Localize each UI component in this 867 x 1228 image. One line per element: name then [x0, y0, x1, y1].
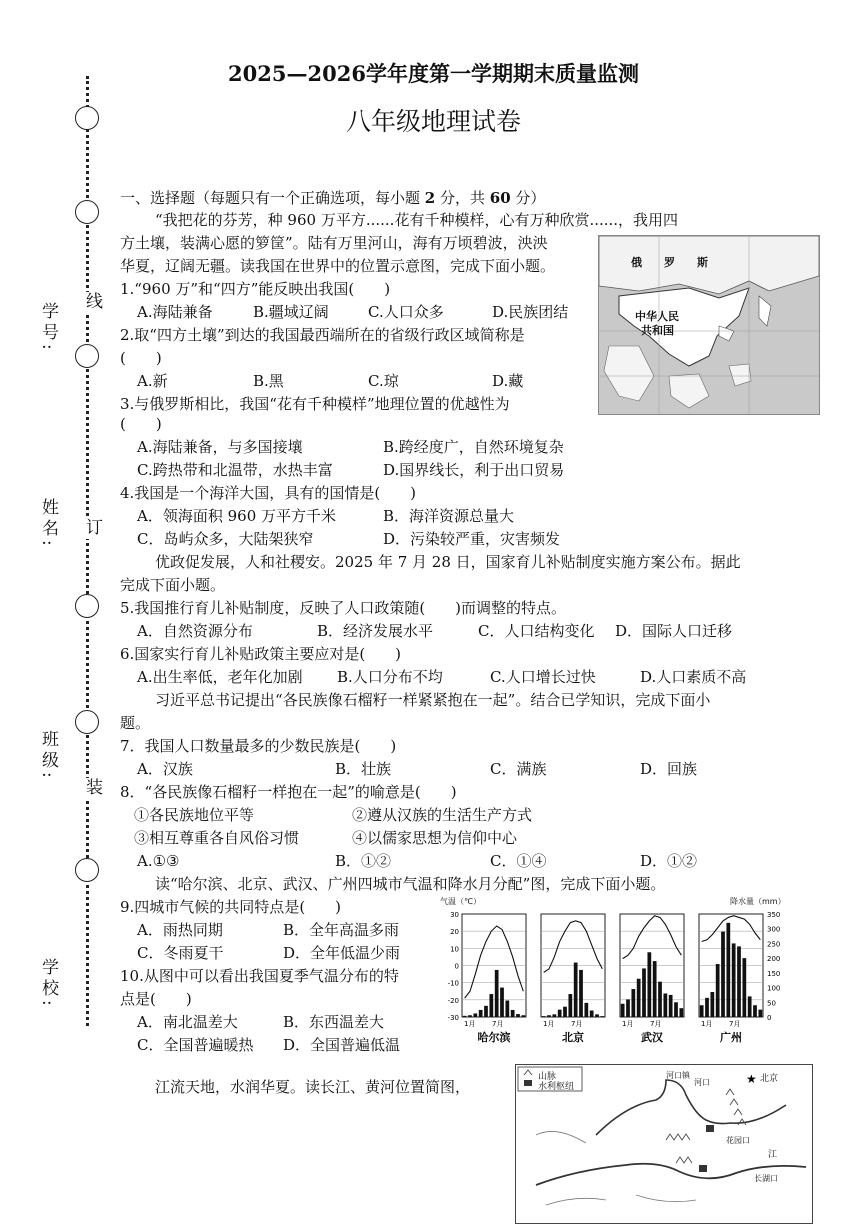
option-c: C．人口结构变化 — [478, 622, 595, 640]
option-a: A．自然资源分布 — [137, 622, 253, 640]
binding-hole — [75, 710, 99, 734]
binding-mark-ding: 订 — [80, 518, 105, 539]
precip-bar — [637, 979, 641, 1017]
option-c: C.人口增长过快 — [490, 668, 596, 686]
question-stem: 8．“各民族像石榴籽一样抱在一起”的喻意是( ) — [120, 783, 457, 801]
question-stem: 点是( ) — [120, 990, 192, 1008]
precip-bar — [489, 994, 493, 1017]
binding-mark-zhuang: 装 — [80, 778, 105, 799]
precip-bar — [674, 1002, 678, 1017]
precip-tick-label: 50 — [767, 999, 776, 1008]
binding-mark-line: 线 — [80, 292, 105, 313]
city-label: 武汉 — [641, 1031, 663, 1044]
option-b: B．经济发展水平 — [317, 622, 434, 640]
svg-text:★: ★ — [746, 1072, 757, 1086]
precip-bar — [653, 961, 657, 1017]
option-a: A．南北温差大 — [137, 1013, 238, 1031]
map-label-china: 中华人民 — [635, 310, 679, 323]
precip-bar — [495, 970, 499, 1017]
option-a: A.出生率低，老年化加剧 — [137, 668, 303, 686]
precip-bar — [563, 1007, 567, 1017]
option-d: D．回族 — [640, 760, 698, 778]
precip-bar — [742, 958, 746, 1017]
precip-bar — [753, 1005, 757, 1017]
month-tick-label: 1月 — [701, 1020, 713, 1028]
precip-bar — [710, 992, 714, 1017]
precip-bar — [737, 946, 741, 1017]
precip-bar — [516, 1014, 520, 1017]
month-tick-label: 1月 — [543, 1020, 555, 1028]
label-hukou: 长湖口 — [754, 1174, 778, 1183]
map-label-china: 共和国 — [641, 324, 674, 337]
option-c: C．全国普遍暖热 — [137, 1036, 254, 1054]
precip-bar — [642, 968, 646, 1017]
passage-text: “我把花的芬芳，种 960 万平方......花有千种模样，心有万种欣赏......，我用四 — [155, 211, 679, 229]
option-c: C.琼 — [368, 372, 399, 390]
precip-bar — [631, 989, 635, 1017]
precip-bar — [505, 1001, 509, 1017]
temp-tick-label: 10 — [450, 945, 459, 954]
question-stem: 4.我国是一个海洋大国，具有的国情是( ) — [120, 484, 417, 502]
precip-bar — [716, 964, 720, 1017]
precip-bar — [600, 1016, 604, 1017]
precip-bar — [473, 1013, 477, 1017]
question-stem: 6.国家实行育儿补贴政策主要应对是( ) — [120, 645, 402, 663]
city-label: 广州 — [720, 1031, 742, 1044]
option-b: B．全年高温多雨 — [283, 921, 400, 939]
option-d: D．全年低温少雨 — [283, 944, 401, 962]
precip-bar — [726, 923, 730, 1017]
month-tick-label: 7月 — [492, 1020, 504, 1028]
question-stem: 10.从图中可以看出我国夏季气温分布的特 — [120, 967, 399, 985]
month-tick-label: 1月 — [622, 1020, 634, 1028]
answer-paren: ( ) — [120, 415, 162, 433]
precip-bar — [732, 943, 736, 1017]
option-b: B.疆域辽阔 — [253, 303, 329, 321]
legend-dam: 水利枢纽 — [538, 1082, 575, 1092]
precip-bar — [584, 1003, 588, 1017]
option-a: A.海陆兼备，与多国接壤 — [137, 438, 303, 456]
month-tick-label: 7月 — [650, 1020, 662, 1028]
answer-paren: ( ) — [120, 349, 162, 367]
option-a: A．雨热同期 — [137, 921, 223, 939]
precip-bar — [658, 982, 662, 1017]
precip-tick-label: 200 — [767, 955, 781, 964]
precip-bar — [552, 1014, 556, 1017]
month-tick-label: 1月 — [464, 1020, 476, 1028]
precip-bar — [568, 994, 572, 1017]
option-b: B．壮族 — [335, 760, 392, 778]
precip-bar — [574, 963, 578, 1017]
label-hekou: 河口 — [694, 1078, 710, 1087]
legend-mountain: 山脉 — [538, 1072, 557, 1082]
statement-3: ③相互尊重各自风俗习惯 — [134, 829, 300, 847]
precip-bar — [700, 1005, 704, 1017]
month-tick-label: 7月 — [729, 1020, 741, 1028]
question-stem: 1.“960 万”和“四方”能反映出我国( ) — [120, 280, 391, 298]
label-beijing: 北京 — [760, 1074, 779, 1084]
precip-bar — [479, 1010, 483, 1017]
passage-text: 江流天地，水润华夏。读长江、黄河位置简图， — [155, 1078, 471, 1096]
option-a: A．汉族 — [137, 760, 193, 778]
option-c: C.跨热带和北温带，水热丰富 — [137, 461, 333, 479]
precip-bar — [748, 996, 752, 1017]
precip-bar — [758, 1010, 762, 1017]
option-d: D.人口素质不高 — [640, 668, 747, 686]
option-d: D.藏 — [492, 372, 524, 390]
passage-text: 读“哈尔滨、北京、武汉、广州四城市气温和降水月分配”图，完成下面小题。 — [155, 875, 666, 893]
option-a: A.新 — [137, 372, 168, 390]
question-stem: 5.我国推行育儿补贴制度，反映了人口政策随( )而调整的特点。 — [120, 599, 567, 617]
option-a: A．领海面积 960 万平方千米 — [137, 507, 337, 525]
china-position-map — [598, 235, 820, 415]
option-a: A.海陆兼备 — [137, 303, 213, 321]
precip-tick-label: 250 — [767, 940, 781, 949]
temp-tick-label: 20 — [450, 928, 459, 937]
binding-hole — [75, 106, 99, 130]
passage-text: 习近平总书记提出“各民族像石榴籽一样紧紧抱在一起”。结合已学知识，完成下面小 — [155, 691, 711, 709]
temp-tick-label: -20 — [447, 996, 459, 1005]
option-d: D.国界线长，利于出口贸易 — [383, 461, 565, 479]
passage-text: 华夏，辽阔无疆。读我国在世界中的位置示意图，完成下面小题。 — [120, 257, 556, 275]
passage-text: 优政促发展，人和社稷安。2025 年 7 月 28 日，国家育儿补贴制度实施方案公布。据此 — [155, 553, 741, 571]
option-d: D．污染较严重，灾害频发 — [383, 530, 561, 548]
option-b: B．①② — [335, 852, 392, 870]
binding-hole — [75, 594, 99, 618]
precip-bar — [621, 1004, 625, 1017]
precip-bar — [547, 1015, 551, 1017]
question-stem: 7．我国人口数量最多的少数民族是( ) — [120, 737, 397, 755]
student-id-label: 学号: — [38, 302, 58, 354]
temp-tick-label: -30 — [447, 1014, 459, 1022]
option-b: B．东西温差大 — [283, 1013, 385, 1031]
option-d: D．①② — [640, 852, 698, 870]
city-label: 哈尔滨 — [477, 1031, 511, 1044]
statement-1: ①各民族地位平等 — [134, 806, 255, 824]
binding-hole — [75, 344, 99, 368]
option-b: B.人口分布不均 — [337, 668, 443, 686]
precip-bar — [521, 1015, 525, 1017]
school-label: 学校: — [38, 958, 58, 1010]
option-c: C．满族 — [490, 760, 547, 778]
option-c: C．冬雨夏干 — [137, 944, 224, 962]
option-d: D.民族团结 — [492, 303, 569, 321]
name-label: 姓名: — [38, 498, 58, 550]
precip-bar — [468, 1015, 472, 1017]
passage-text: 题。 — [120, 714, 151, 732]
precip-axis-label: 降水量（mm） — [730, 897, 786, 906]
precip-bar — [579, 970, 583, 1017]
month-tick-label: 7月 — [571, 1020, 583, 1028]
temp-tick-label: 0 — [454, 962, 459, 971]
option-d: D．国际人口迁移 — [615, 622, 733, 640]
city-label: 北京 — [562, 1031, 584, 1044]
precip-bar — [663, 993, 667, 1017]
option-b: B．海洋资源总量大 — [383, 507, 515, 525]
option-c: C.人口众多 — [368, 303, 444, 321]
precip-bar — [626, 999, 630, 1017]
statement-4: ④以儒家思想为信仰中心 — [352, 829, 518, 847]
precip-tick-label: 300 — [767, 925, 781, 934]
section-heading: 一、选择题（每题只有一个正确选项，每小题 2 分，共 60 分） — [120, 189, 546, 207]
precip-bar — [595, 1014, 599, 1017]
option-c: C．岛屿众多，大陆架狭窄 — [137, 530, 314, 548]
precip-bar — [705, 998, 709, 1017]
climate-chart — [438, 892, 803, 1047]
exam-subtitle: 八年级地理试卷 — [345, 107, 521, 136]
passage-text: 方土壤，装满心愿的箩筐”。陆有万里河山，海有万顷碧波，泱泱 — [120, 234, 548, 252]
precip-tick-label: 0 — [767, 1014, 772, 1022]
map-label-russia: 俄 罗 斯 — [631, 256, 708, 269]
binding-hole — [75, 200, 99, 224]
precip-bar — [484, 1006, 488, 1017]
question-stem: 2.取“四方土壤”到达的我国最西端所在的省级行政区域简称是 — [120, 326, 525, 344]
option-b: B.跨经度广，自然环境复杂 — [383, 438, 564, 456]
temp-tick-label: -10 — [447, 979, 459, 988]
temp-axis-label: 气温（℃） — [440, 897, 481, 906]
precip-bar — [500, 988, 504, 1017]
option-c: C．①④ — [490, 852, 547, 870]
passage-text: 完成下面小题。 — [120, 576, 226, 594]
precip-bar — [511, 1010, 515, 1017]
precip-bar — [463, 1016, 467, 1017]
temp-tick-label: 30 — [450, 911, 459, 919]
question-stem: 3.与俄罗斯相比，我国“花有千种模样”地理位置的优越性为 — [120, 395, 510, 413]
option-b: B.黑 — [253, 372, 284, 390]
precip-bar — [542, 1016, 546, 1017]
label-hekouzhen: 河口镇 — [666, 1071, 690, 1080]
climate-chart-graphic — [438, 892, 803, 1047]
rivers-map — [515, 1064, 813, 1224]
precip-bar — [669, 995, 673, 1017]
precip-tick-label: 100 — [767, 984, 781, 993]
label-yangtze: 江 — [768, 1150, 778, 1160]
binding-hole — [75, 858, 99, 882]
option-a: A.①③ — [137, 852, 180, 870]
precip-bar — [590, 1011, 594, 1017]
precip-tick-label: 150 — [767, 969, 781, 978]
statement-2: ②遵从汉族的生活生产方式 — [352, 806, 533, 824]
label-huayuankou: 花园口 — [726, 1136, 750, 1145]
precip-bar — [647, 952, 651, 1017]
question-stem: 9.四城市气候的共同特点是( ) — [120, 898, 342, 916]
exam-title: 2025—2026学年度第一学期期末质量监测 — [228, 61, 639, 86]
precip-tick-label: 350 — [767, 911, 781, 919]
option-d: D．全国普遍低温 — [283, 1036, 401, 1054]
class-label: 班级: — [38, 730, 58, 782]
precip-bar — [558, 1010, 562, 1017]
precip-bar — [679, 1008, 683, 1017]
precip-bar — [721, 932, 725, 1017]
